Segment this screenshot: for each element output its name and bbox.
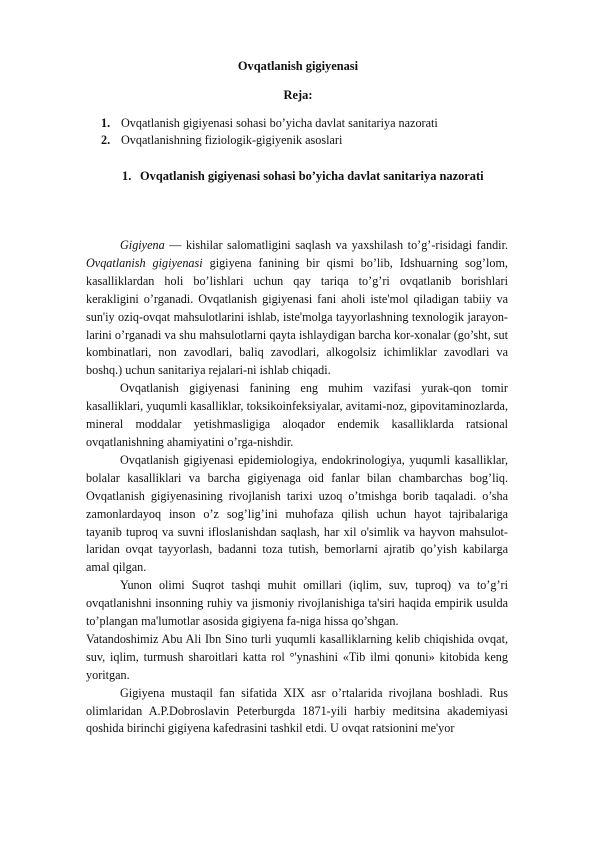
section-heading <box>122 169 484 184</box>
paragraph: Vatandoshimiz Abu Ali Ibn Sino turli yuqumli kasalliklarning kelib chiqishida ovqat, suv, iqlim, turmush sharoitlari katta rol °'ynashini «Tib ilmi qonuni» kitobida keng yoritgan. <box>86 631 508 682</box>
paragraph: Ovqatlanish gigiyenasi fanining eng muhim vazifasi yurak-qon tomir kasalliklari, yuqumli kasalliklar, toksikoinfeksiyalar, avitami-noz, gipovitaminozlarda, mineral moddalar yetishmasligiga aloqador endemik kasalliklarda ratsional ovqatlanishning ahamiyatini o’rga-nishdir. <box>86 381 508 449</box>
plan-heading: Reja: <box>283 88 313 102</box>
section-title: Ovqatlanish gigiyenasi sohasi bo’yicha davlat sanitariya nazorati <box>140 169 484 183</box>
term-nutrition-hygiene: Ovqatlanish gigiyenasi <box>86 255 203 270</box>
plan-list <box>101 115 438 149</box>
plan-item-number: 2. <box>101 133 111 147</box>
section-number: 1. <box>122 169 132 183</box>
paragraph: Ovqatlanish gigiyenasi epidemiologiya, endokrinologiya, yuqumli kasalliklar, bolalar kasalliklari va barcha gigiyenaga oid fanlar bilan chambarchas bog’liq. Ovqatlanish gigiyenasining rivojlanish tarixi uzoq o’tmishga borib taqaladi. o’sha zamonlardayoq inson o’z sog’lig’ini muhofaza qilish uchun hayot tajribalariga tayanib tuproq va suvni ifloslanishdan saqlash, har xil o'simlik va hayvon mahsulot-laridan ovqat tayyorlash, badanni toza tutish, bemorlarni ajratib qo’yish kabilarga amal qilgan. <box>86 452 508 575</box>
plan-item <box>101 132 438 149</box>
paragraph: Gigiyena mustaqil fan sifatida XIX asr o’rtalarida rivojlana boshladi. Rus olimlaridan A.P.Dobroslavin Peterburgda 1871-yili harbiy meditsina akademiyasi qoshida birinchi gigiyena kafedrasini tashkil etdi. U ovqat ratsionini me'yor <box>86 685 508 736</box>
paragraph-text: gigiyena fanining bir qismi bo’lib, Idshuarning sog’lom, kasalliklardan holi bo’lishlari uchun qay tariqa to’g’ri ovqatlanib borishlari kerakligini o’rganadi. Ovqatlanish gigiyenasi fani aholi iste'mol qiladigan tabiiy va sun'iy oziq-ovqat mahsulotlarini ishlab, iste'molga tayyorlashning texnologik jarayon-larini o’rganadi va shu mahsulotlarni qayta ishlaydigan barcha kor-xonalar (go’sht, sut kombinatlari, non zavodlari, baliq zavodlari, alkogolsiz ichimliklar zavodlari va boshq.) uchun sanitariya rejalari-ni ishlab chiqadi. <box>86 255 508 378</box>
document-title: Ovqatlanish gigiyenasi <box>237 59 359 73</box>
plan-item <box>101 115 438 132</box>
paragraph-text: — kishilar salomatligini saqlash va yaxshilash to’g’-risidagi fandir. <box>164 238 508 252</box>
paragraph: Yunon olimi Suqrot tashqi muhit omillari (iqlim, suv, tuproq) va to’g’ri ovqatlanishni insonning ruhiy va jismoniy rivojlanishiga ta'siri haqida empirik usulda to’plangan ma'lumotlar asosida gigiyena fa-niga hissa qo’shgan. <box>86 578 508 629</box>
term-hygiene: Gigiyena <box>120 238 165 252</box>
plan-item-text: Ovqatlanishning fiziologik-gigiyenik asoslari <box>121 133 343 147</box>
plan-item-number: 1. <box>101 116 111 130</box>
plan-item-text: Ovqatlanish gigiyenasi sohasi bo’yicha davlat sanitariya nazorati <box>121 116 438 130</box>
paragraph <box>86 237 508 380</box>
body-text <box>86 237 508 738</box>
